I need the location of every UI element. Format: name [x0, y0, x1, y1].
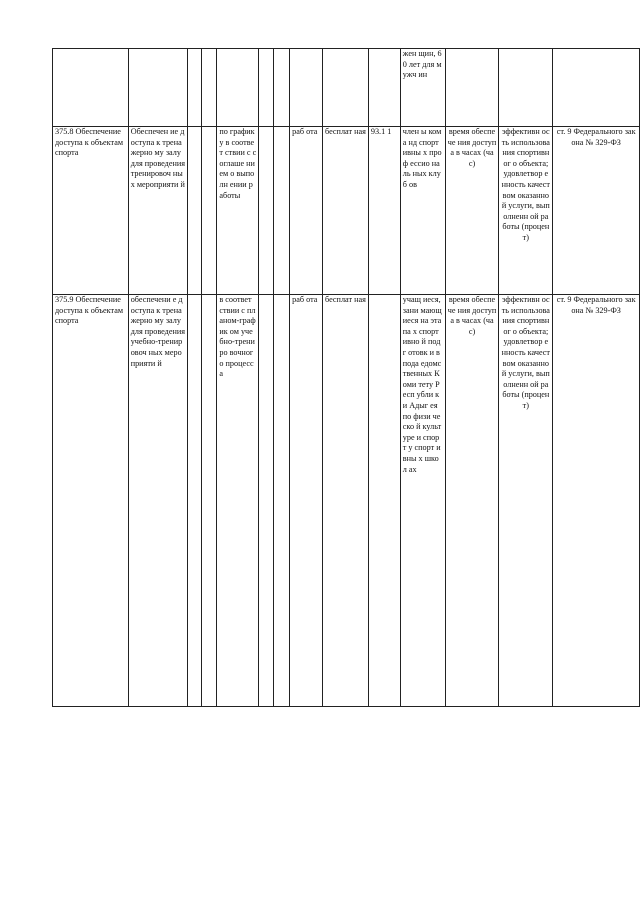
law-cell: ст. 9 Федерального закона № 329-ФЗ [553, 127, 640, 295]
empty-cell [202, 127, 217, 295]
empty-cell [259, 49, 274, 127]
payment-cell: бесплат ная [323, 127, 369, 295]
empty-cell [274, 295, 290, 707]
work-type-cell [290, 49, 323, 127]
okved-cell [368, 295, 400, 707]
empty-cell [188, 127, 202, 295]
empty-cell [259, 127, 274, 295]
payment-cell [323, 49, 369, 127]
quality-indicator-cell: эффективн ость использова ния спортивног о объекта; удовлетвор енность качеством оказанной услуги, выполненн ой работы (процент) [499, 127, 553, 295]
okved-cell: 93.1 1 [368, 127, 400, 295]
volume-indicator-cell: время обеспече ния доступа в часах (час) [445, 295, 499, 707]
empty-cell [202, 295, 217, 707]
okved-cell [368, 49, 400, 127]
code-cell [53, 49, 129, 127]
service-cell: Обеспечен ие доступа к тренажерно му залу для проведения тренировоч ных мероприяти й [128, 127, 188, 295]
code-cell: 375.9 Обеспечение доступа к объектам спорта [53, 295, 129, 707]
consumers-cell: учащ иеся, зани мающ иеся на этапа х спорт ивно й подг отовк и в пода едомственных Коми тету Респ убли ки Адыг ея по физи ческо й культ уре и спорт у спорт ивны х школ ах [400, 295, 445, 707]
services-table [52, 48, 640, 707]
empty-cell [188, 49, 202, 127]
work-type-cell: раб ота [290, 295, 323, 707]
work-type-cell: раб ота [290, 127, 323, 295]
table-row [53, 295, 640, 707]
basis-cell: по график у в соответ ствии с соглаше нием о выполн ении работы [217, 127, 259, 295]
service-cell: обеспечени е доступа к тренажерно му залу для проведения учебно-тренировоч ных мероприяти й [128, 295, 188, 707]
volume-indicator-cell [445, 49, 499, 127]
empty-cell [188, 295, 202, 707]
empty-cell [259, 295, 274, 707]
table-row [53, 127, 640, 295]
table-row [53, 49, 640, 127]
payment-cell: бесплат ная [323, 295, 369, 707]
consumers-cell: жен щин, 60 лет для мужч ин [400, 49, 445, 127]
service-cell [128, 49, 188, 127]
law-cell: ст. 9 Федерального закона № 329-ФЗ [553, 295, 640, 707]
basis-cell [217, 49, 259, 127]
empty-cell [202, 49, 217, 127]
basis-cell: в соответ ствии с планом-график ом учебно-трениро вочного процесс а [217, 295, 259, 707]
empty-cell [274, 49, 290, 127]
code-cell: 375.8 Обеспечение доступа к объектам спорта [53, 127, 129, 295]
quality-indicator-cell: эффективн ость использова ния спортивног о объекта; удовлетвор енность качеством оказанной услуги, выполненн ой работы (процент) [499, 295, 553, 707]
quality-indicator-cell [499, 49, 553, 127]
volume-indicator-cell: время обеспече ния доступа в часах (час) [445, 127, 499, 295]
empty-cell [274, 127, 290, 295]
consumers-cell: член ы кома нд спорт ивны х проф ессио наль ных клуб ов [400, 127, 445, 295]
law-cell [553, 49, 640, 127]
